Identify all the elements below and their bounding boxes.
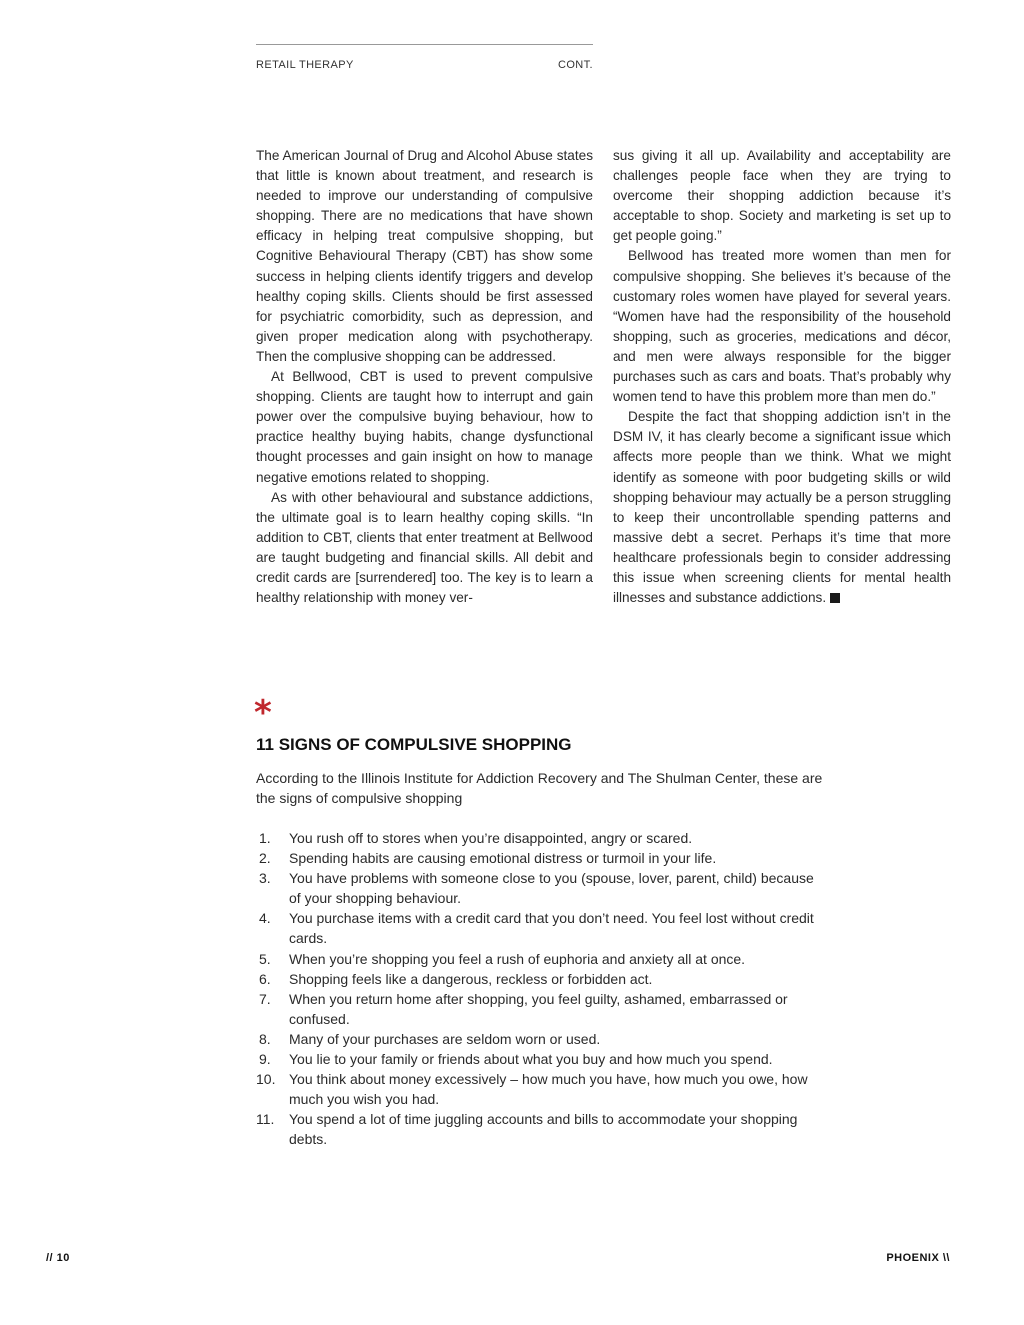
list-item	[256, 989, 826, 1029]
article-paragraph-text: Despite the fact that shopping addiction isn’t in the DSM IV, it has clearly become a significant issue which affects more people than we think. What we might identify as someone with poor budgeting skills or wild shopping behaviour may actually be a person struggling to keep their uncontrollable spending patterns and massive debt a secret. Perhaps it’s time that more healthcare professionals begin to consider addressing this issue when screening clients for mental health illnesses and substance addictions.	[613, 409, 951, 606]
page-number: // 10	[46, 1252, 70, 1264]
signs-list	[256, 828, 826, 1150]
list-item-text: You rush off to stores when you’re disappointed, angry or scared.	[289, 830, 693, 846]
list-item-text: Shopping feels like a dangerous, reckless or forbidden act.	[289, 970, 653, 987]
list-item	[256, 868, 826, 908]
list-item-number: 2.	[259, 850, 271, 867]
list-item-text: When you return home after shopping, you feel guilty, ashamed, embarrassed or confused.	[289, 990, 788, 1027]
signs-intro: According to the Illinois Institute for Addiction Recovery and The Shulman Center, these are the signs of compulsive shopping	[256, 770, 823, 807]
list-item	[256, 1109, 826, 1149]
list-item	[256, 828, 826, 848]
list-item-number: 1.	[259, 830, 271, 846]
list-item-number: 4.	[259, 910, 271, 927]
list-item	[256, 1049, 826, 1069]
list-item	[256, 949, 826, 969]
publication-name: PHOENIX \\	[886, 1252, 950, 1264]
article-paragraph: Bellwood has treated more women than men for compulsive shopping. She believes it’s because of the customary roles women have played for several years. “Women have had the responsibility of the household shopping, such as groceries, medications and décor, and men were always responsible for the bigger purchases such as cars and boats. That’s probably why women tend to have this problem more than men do.”	[613, 248, 951, 405]
list-item-number: 11.	[256, 1111, 275, 1128]
list-item	[256, 969, 826, 989]
list-item	[256, 848, 826, 868]
article-paragraph: The American Journal of Drug and Alcohol Abuse states that little is known about treatment, and research is needed to improve our understanding of compulsive shopping. There are no medications that have shown efficacy in helping treat compulsive shopping, but Cognitive Behavioural Therapy (CBT) has show some success in helping clients identify triggers and develop healthy coping skills. Clients should be first assessed for psychiatric comorbidity, such as depression, and given proper medication along with psychotherapy. Then the complusive shopping can be addressed.	[256, 148, 593, 364]
list-item-text: You lie to your family or friends about what you buy and how much you spend.	[289, 1051, 773, 1068]
article-column-left	[256, 146, 593, 608]
list-item-number: 8.	[259, 1030, 271, 1047]
list-item-number: 5.	[259, 950, 271, 967]
signs-title: 11 SIGNS OF COMPULSIVE SHOPPING	[256, 735, 572, 754]
article-paragraph: sus giving it all up. Availability and acceptability are challenges people face when they are trying to overcome their shopping addiction because it’s acceptable to shop. Society and marketing is set up to get people going.”	[613, 148, 951, 244]
continued-label: CONT.	[558, 59, 593, 71]
list-item-number: 9.	[259, 1051, 271, 1068]
end-of-article-icon: P	[830, 593, 840, 603]
list-item-text: Many of your purchases are seldom worn or used.	[289, 1030, 601, 1047]
list-item-number: 7.	[259, 990, 271, 1007]
header-rule	[256, 44, 593, 45]
article-paragraph-last	[613, 407, 951, 608]
list-item-number: 6.	[259, 970, 271, 987]
list-item-text: You spend a lot of time juggling accounts and bills to accommodate your shopping debts.	[289, 1111, 798, 1148]
article-paragraph: As with other behavioural and substance addictions, the ultimate goal is to learn healthy coping skills. “In addition to CBT, clients that enter treatment at Bellwood are taught budgeting and financial skills. All debit and credit cards are [surrendered] too. The key is to learn a healthy relationship with money ver-	[256, 489, 593, 606]
list-item-text: Spending habits are causing emotional distress or turmoil in your life.	[289, 850, 717, 867]
asterisk-icon: *	[254, 693, 272, 733]
list-item	[256, 1029, 826, 1049]
list-item-text: You think about money excessively – how much you have, how much you owe, how much you wish you had.	[289, 1071, 808, 1108]
section-title: RETAIL THERAPY	[256, 59, 354, 71]
list-item-number: 3.	[259, 870, 271, 887]
list-item	[256, 1069, 826, 1109]
article-paragraph: At Bellwood, CBT is used to prevent compulsive shopping. Clients are taught how to interrupt and gain power over the compulsive buying behaviour, how to practice healthy buying habits, change dysfunctional thought processes and gain insight on how to manage negative emotions related to shopping.	[256, 369, 593, 485]
list-item-number: 10.	[256, 1071, 276, 1088]
list-item	[256, 908, 826, 948]
list-item-text: When you’re shopping you feel a rush of euphoria and anxiety all at once.	[289, 950, 746, 967]
list-item-text: You have problems with someone close to you (spouse, lover, parent, child) because of your shopping behaviour.	[289, 870, 814, 907]
list-item-text: You purchase items with a credit card that you don’t need. You feel lost without credit cards.	[289, 910, 814, 947]
article-column-right	[613, 146, 951, 608]
